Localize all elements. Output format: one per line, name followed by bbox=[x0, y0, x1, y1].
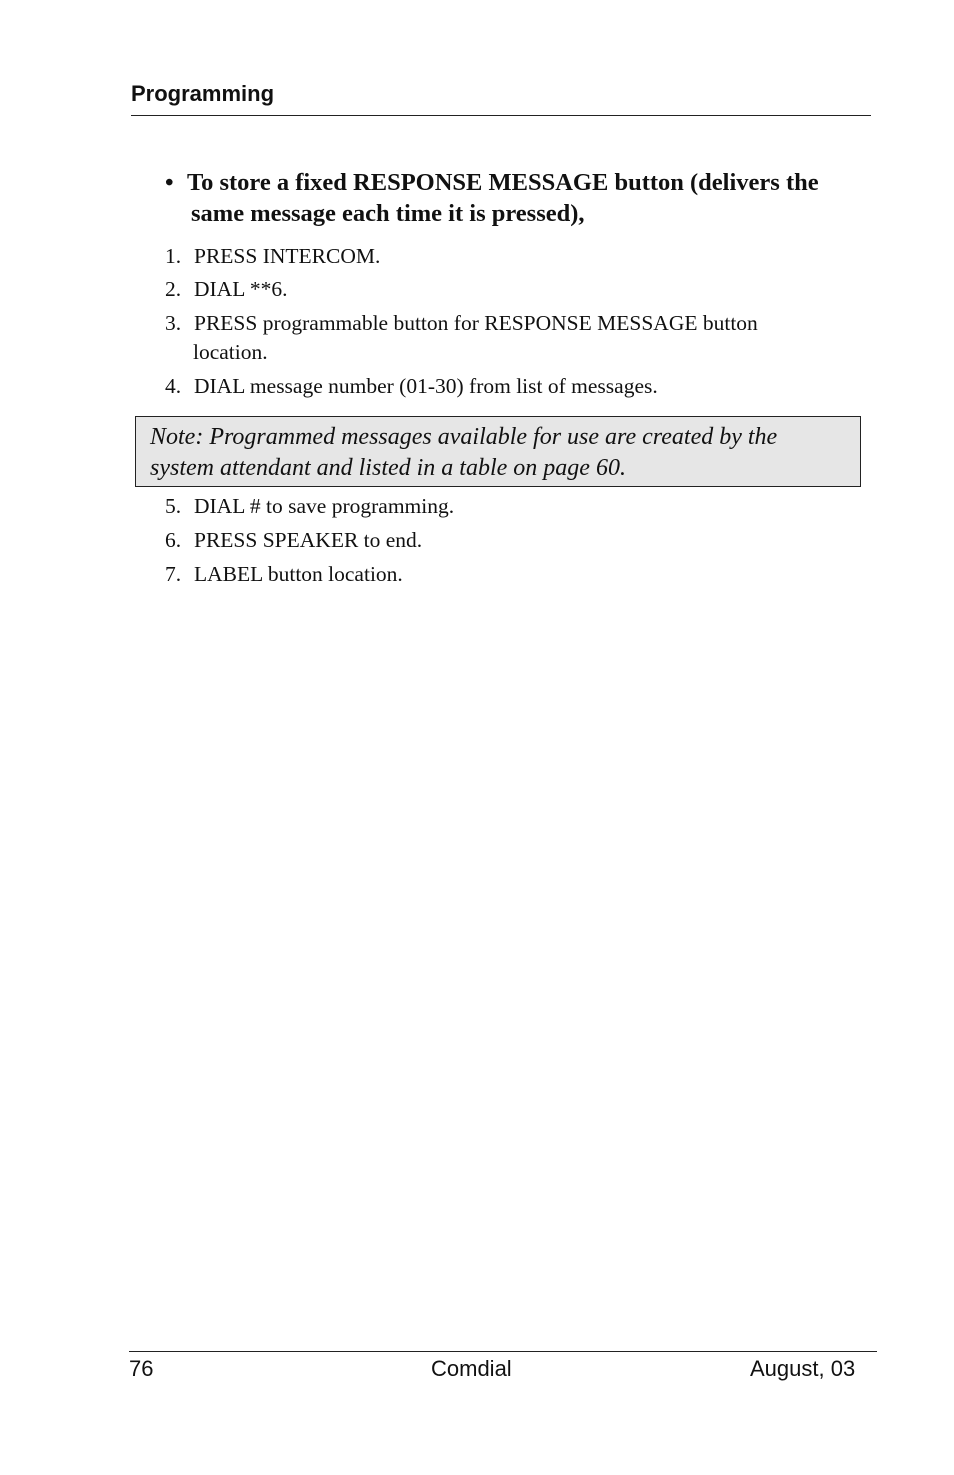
step-text: DIAL **6. bbox=[194, 277, 288, 301]
step-number: 1. bbox=[165, 244, 182, 268]
step-text: PRESS INTERCOM. bbox=[194, 244, 381, 268]
step-text: DIAL message number (01-30) from list of messages. bbox=[194, 374, 658, 398]
step-text: PRESS SPEAKER to end. bbox=[194, 528, 423, 552]
step-number: 3. bbox=[165, 311, 182, 335]
step-number: 7. bbox=[165, 562, 182, 586]
step-number: 2. bbox=[165, 277, 182, 301]
note-box bbox=[135, 416, 861, 487]
step-5 bbox=[165, 492, 865, 521]
footer-company: Comdial bbox=[431, 1356, 512, 1381]
step-3 bbox=[165, 309, 865, 367]
step-7 bbox=[165, 560, 865, 589]
step-number: 6. bbox=[165, 528, 182, 552]
step-text: PRESS programmable button for RESPONSE MESSAGE button bbox=[194, 311, 758, 335]
step-4 bbox=[165, 372, 865, 401]
section-heading bbox=[165, 167, 875, 229]
step-6 bbox=[165, 526, 865, 555]
page-header-title: Programming bbox=[131, 81, 275, 106]
footer-rule bbox=[129, 1351, 877, 1352]
header-rule bbox=[131, 115, 871, 116]
bullet: • bbox=[165, 169, 174, 196]
step-text-continuation: location. bbox=[193, 340, 268, 364]
note-line2: system attendant and listed in a table on page 60. bbox=[150, 455, 626, 481]
section-heading-line2: same message each time it is pressed), bbox=[191, 200, 585, 227]
section-heading-line1: To store a fixed RESPONSE MESSAGE button (delivers the bbox=[187, 169, 819, 196]
step-1 bbox=[165, 242, 865, 271]
step-number: 4. bbox=[165, 374, 182, 398]
step-2 bbox=[165, 275, 865, 304]
note-line1: Note: Programmed messages available for use are created by the bbox=[150, 424, 778, 450]
step-number: 5. bbox=[165, 494, 182, 518]
footer-date: August, 03 bbox=[750, 1356, 856, 1381]
footer-page-number: 76 bbox=[129, 1356, 154, 1381]
step-text: LABEL button location. bbox=[194, 562, 403, 586]
step-text: DIAL # to save programming. bbox=[194, 494, 455, 518]
